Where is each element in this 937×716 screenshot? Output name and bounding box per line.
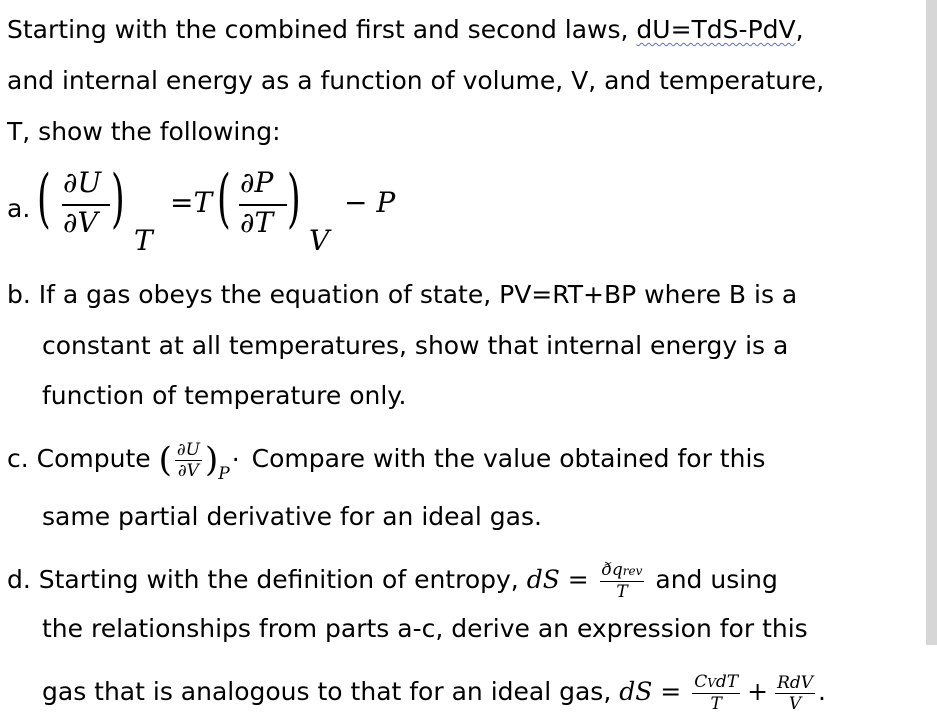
- subscript-p: P: [218, 464, 230, 484]
- part-d-line-2: the relationships from parts a-c, derive an expression for this: [42, 614, 808, 643]
- fraction-cv: [692, 672, 740, 714]
- fraction-dq-num: [600, 560, 645, 582]
- intro-text-1: Starting with the combined first and second laws,: [7, 15, 637, 44]
- part-d-line-1: [7, 560, 778, 602]
- equals-sign-2: =: [652, 677, 690, 706]
- fraction-c: [175, 440, 202, 481]
- part-b-line-1: b. If a gas obeys the equation of state, PV=RT+BP where B is a: [7, 280, 798, 309]
- plus-sign: +: [747, 677, 769, 706]
- part-c-line-2: same partial derivative for an ideal gas.: [42, 502, 542, 531]
- paren-c-right: ): [204, 440, 219, 480]
- part-c-dot: .: [231, 438, 240, 467]
- intro-equation: dU=TdS-PdV: [636, 15, 796, 44]
- part-c-line-1: [7, 438, 765, 489]
- ds-symbol-2: dS: [619, 677, 653, 706]
- right-paren-1: ): [111, 162, 125, 236]
- part-b-line-3: function of temperature only.: [42, 381, 407, 410]
- dq-symbol: ðq: [601, 560, 623, 580]
- final-period: .: [818, 677, 826, 706]
- fraction-cv-den: T: [710, 694, 722, 714]
- fraction-rdv: [775, 673, 815, 714]
- part-a-label: a.: [7, 194, 31, 223]
- right-paren-2: ): [287, 162, 301, 236]
- left-paren-2: (: [217, 162, 231, 236]
- part-d-line-3: [42, 672, 826, 714]
- v-subscript: V: [707, 676, 716, 690]
- minus-p: − P: [344, 186, 396, 219]
- intro-comma: ,: [795, 15, 804, 44]
- fraction-rdv-den: V: [788, 693, 802, 714]
- partial-u: ∂U: [63, 166, 102, 199]
- subscript-t: T: [134, 224, 153, 257]
- ds-symbol: dS: [526, 565, 560, 594]
- equals-sign: =: [559, 565, 597, 594]
- part-d-suffix: and using: [647, 565, 778, 594]
- partial-p: ∂P: [240, 166, 274, 199]
- part-c-prefix: c. Compute: [7, 444, 159, 473]
- part-d-prefix: d. Starting with the definition of entropy,: [7, 565, 527, 594]
- rev-subscript: rev: [622, 564, 643, 578]
- fraction-dq-den: T: [616, 582, 628, 602]
- fraction-cv-num: [692, 672, 740, 694]
- intro-line-2: and internal energy as a function of volume, V, and temperature,: [7, 66, 825, 95]
- partial-v: ∂V: [63, 206, 98, 239]
- equals-t: =T: [170, 186, 213, 219]
- part-c-suffix: Compare with the value obtained for this: [251, 444, 766, 473]
- fraction-c-den: ∂V: [177, 460, 199, 481]
- partial-t: ∂T: [240, 206, 274, 239]
- fraction-c-num: ∂U: [176, 439, 200, 460]
- fraction-rdv-num: RdV: [777, 672, 814, 693]
- fraction-dq: [600, 560, 645, 602]
- scrollbar[interactable]: [926, 0, 937, 645]
- subscript-v: V: [309, 224, 330, 257]
- dt-symbol: dT: [715, 672, 739, 692]
- left-paren-1: (: [37, 162, 51, 236]
- paren-c-left: (: [158, 440, 172, 480]
- intro-line-3: T, show the following:: [7, 117, 281, 146]
- equation-a: [7, 162, 427, 262]
- c-symbol: C: [694, 672, 708, 692]
- part-b-line-2: constant at all temperatures, show that internal energy is a: [42, 331, 789, 360]
- part-d-line-3-prefix: gas that is analogous to that for an ideal gas,: [42, 677, 620, 706]
- intro-line-1: [7, 15, 804, 45]
